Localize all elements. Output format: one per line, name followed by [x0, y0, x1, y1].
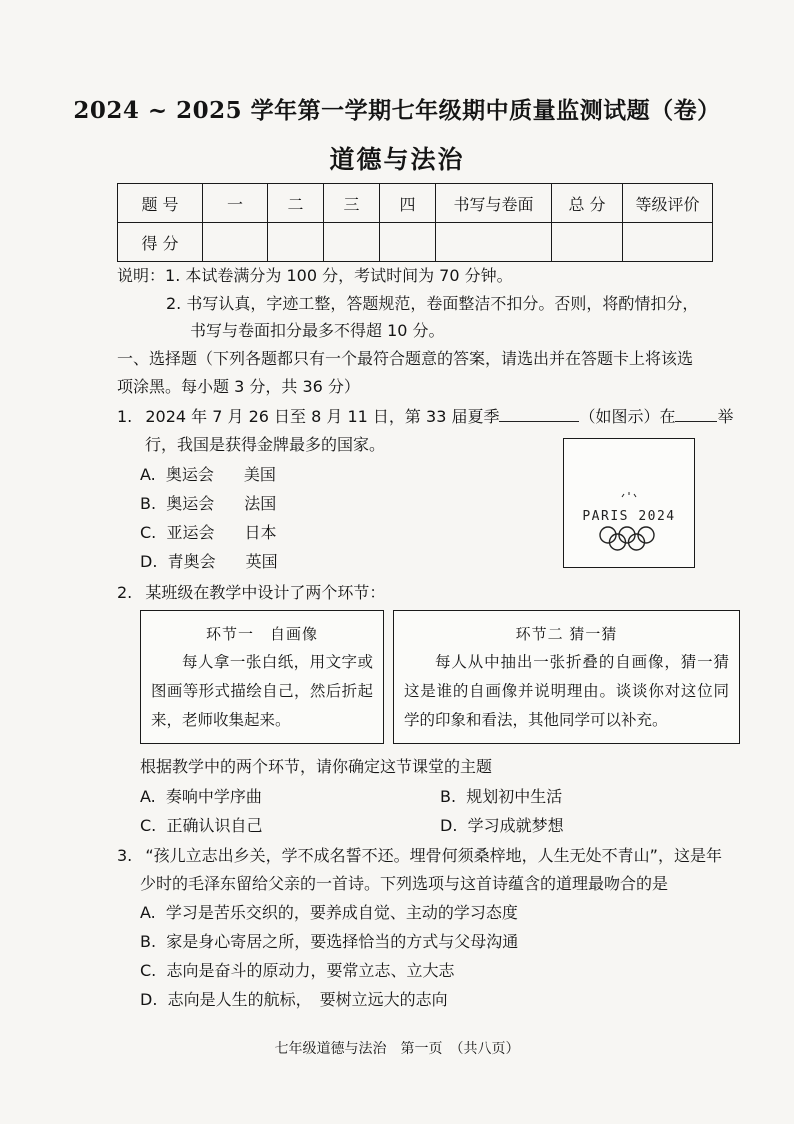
option-letter: C. [140, 816, 157, 835]
q2-box-1-body: 每人拿一张白纸，用文字或图画等形式描绘自己，然后折起来，老师收集起来。 [151, 653, 373, 729]
q1-option-d[interactable] [140, 551, 278, 573]
option-text: 英国 [245, 552, 278, 571]
q3-number: 3. [117, 846, 133, 865]
q2-number: 2. [117, 583, 133, 602]
option-text: 法国 [244, 494, 277, 513]
score-input-1[interactable] [203, 223, 268, 262]
option-letter: C. [140, 523, 157, 542]
q2-box-1-title: 环节一 自画像 [205, 625, 318, 643]
option-letter: D. [140, 552, 158, 571]
q2-prompt: 根据教学中的两个环节，请你确定这节课堂的主题 [140, 757, 493, 776]
notes-item-1: 1. 本试卷满分为 100 分，考试时间为 70 分钟。 [165, 266, 513, 285]
q2-box-2-body: 每人从中抽出一张折叠的自画像，猜一猜这是谁的自画像并说明理由。谈谈你对这位同学的印象和看法，其他同学可以补充。 [404, 653, 729, 729]
q1-option-b[interactable] [140, 493, 276, 515]
score-input-3[interactable] [324, 223, 380, 262]
option-text: 美国 [243, 465, 276, 484]
q3-option-c[interactable] [140, 960, 454, 982]
score-input-4[interactable] [380, 223, 436, 262]
score-cell-4: 四 [380, 184, 436, 223]
option-text: 正确认识自己 [166, 816, 263, 835]
score-cell-1: 一 [203, 184, 268, 223]
option-text: 学习成就梦想 [467, 816, 564, 835]
option-text: 奏响中学序曲 [165, 787, 262, 806]
option-text: 家是身心寄居之所，要选择恰当的方式与父母沟通 [166, 932, 519, 951]
score-cell-writing: 书写与卷面 [436, 184, 552, 223]
option-letter: B. [440, 787, 457, 806]
q3-option-d[interactable] [140, 989, 448, 1011]
score-cell-grade: 等级评价 [623, 184, 713, 223]
option-letter: C. [140, 961, 157, 980]
q3-option-b[interactable] [140, 931, 518, 953]
exam-title: 2024 ~ 2025 学年第一学期七年级期中质量监测试题（卷） [73, 97, 721, 124]
q1-line1 [117, 406, 734, 428]
score-table-score-row [118, 223, 713, 262]
q1-blank-2[interactable] [675, 406, 717, 422]
olympic-rings-icon [564, 439, 694, 567]
q2-option-a[interactable] [140, 786, 262, 808]
q1-option-a[interactable] [140, 464, 276, 486]
score-input-2[interactable] [268, 223, 324, 262]
logo-text: PARIS 2024 [582, 509, 676, 524]
score-input-total[interactable] [552, 223, 623, 262]
notes-item-2-cont: 书写与卷面扣分最多不得超 10 分。 [190, 321, 445, 340]
option-letter: A. [140, 465, 156, 484]
q2-box-2-title: 环节二 猜一猜 [515, 625, 618, 643]
score-input-writing[interactable] [436, 223, 552, 262]
option-text: 奥运会 [166, 494, 215, 513]
option-text: 志向是人生的航标， 要树立远大的志向 [167, 990, 448, 1009]
page-footer: 七年级道德与法治 第一页 （共八页） [274, 1041, 520, 1057]
q2-box-1 [140, 610, 384, 744]
score-cell-3: 三 [324, 184, 380, 223]
q3-line2: 少时的毛泽东留给父亲的一首诗。下列选项与这首诗蕴含的道理最吻合的是 [140, 874, 669, 893]
q3-text-1: “孩儿立志出乡关，学不成名誓不还。埋骨何须桑梓地，人生无处不青山”，这是年 [145, 846, 722, 865]
option-text: 亚运会 [166, 523, 215, 542]
score-cell-label: 题 号 [118, 184, 203, 223]
option-letter: A. [140, 787, 156, 806]
option-text: 奥运会 [165, 465, 214, 484]
score-cell-total: 总 分 [552, 184, 623, 223]
option-text: 志向是奋斗的原动力，要常立志、立大志 [166, 961, 455, 980]
subject-title: 道德与法治 [329, 145, 465, 174]
notes-line-1 [117, 265, 513, 287]
section1-heading-line1: 一、选择题（下列各题都只有一个最符合题意的答案，请选出并在答题卡上将该选 [117, 349, 694, 368]
option-letter: D. [140, 990, 158, 1009]
option-letter: B. [140, 494, 157, 513]
paris-2024-logo-figure [563, 438, 695, 568]
notes-label: 说明： [117, 266, 166, 285]
notes-item-2: 2. 书写认真，字迹工整，答题规范，卷面整洁不扣分。否则，将酌情扣分， [166, 294, 699, 313]
score-table-header-row [118, 184, 713, 223]
score-cell-2: 二 [268, 184, 324, 223]
option-text: 规划初中生活 [466, 787, 563, 806]
q3-option-a[interactable] [140, 902, 518, 924]
q1-number: 1. [117, 407, 133, 426]
option-letter: A. [140, 903, 156, 922]
q1-blank-1[interactable] [499, 406, 579, 422]
score-table [117, 183, 713, 262]
q3-line1 [117, 845, 722, 867]
q1-text-b: （如图示）在 [579, 407, 676, 426]
q2-text: 某班级在教学中设计了两个环节： [145, 583, 386, 602]
q2-option-b[interactable] [440, 786, 562, 808]
q2-option-d[interactable] [440, 815, 564, 837]
option-text: 学习是苦乐交织的，要养成自觉、主动的学习态度 [165, 903, 518, 922]
score-row-label: 得 分 [118, 223, 203, 262]
q2-option-c[interactable] [140, 815, 262, 837]
q1-text-a: 2024 年 7 月 26 日至 8 月 11 日，第 33 届夏季 [145, 407, 500, 426]
q2-line1 [117, 582, 385, 604]
section1-heading-line2: 项涂黑。每小题 3 分，共 36 分） [117, 377, 360, 396]
option-text: 青奥会 [167, 552, 216, 571]
option-letter: B. [140, 932, 157, 951]
q1-line2: 行，我国是获得金牌最多的国家。 [145, 435, 386, 454]
q1-option-c[interactable] [140, 522, 276, 544]
score-input-grade[interactable] [623, 223, 713, 262]
option-text: 日本 [244, 523, 277, 542]
q2-box-2 [393, 610, 740, 744]
q1-text-c: 举 [717, 407, 734, 426]
option-letter: D. [440, 816, 458, 835]
